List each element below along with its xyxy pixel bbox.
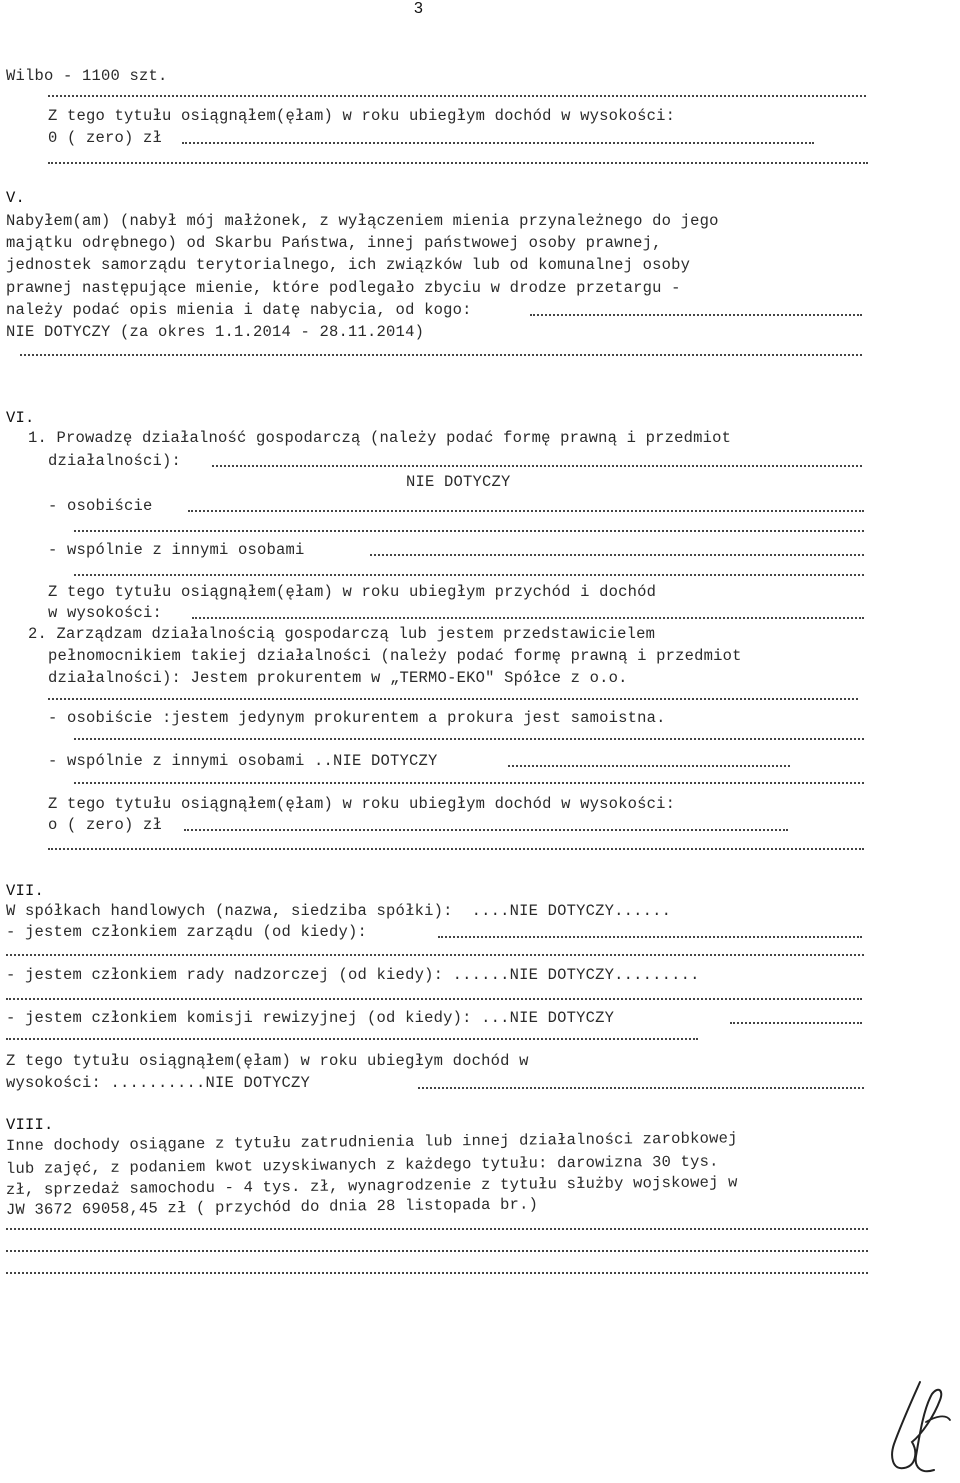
dotted-line	[6, 954, 864, 958]
section-v-line: NIE DOTYCZY (za okres 1.1.2014 - 28.11.2014)	[6, 323, 425, 341]
section-vii-heading: VII.	[6, 882, 45, 900]
dotted-line	[48, 162, 868, 166]
dotted-line	[6, 1038, 698, 1042]
wilbo-line: Wilbo - 1100 szt.	[6, 67, 168, 85]
section-vi-wspolnie2: - wspólnie z innymi osobami ..NIE DOTYCZY	[48, 752, 438, 770]
section-v-line: majątku odrębnego) od Skarbu Państwa, innej państwowej osoby prawnej,	[6, 234, 662, 252]
section-vii-line: W spółkach handlowych (nazwa, siedziba spółki): ....NIE DOTYCZY......	[6, 902, 672, 920]
section-viii-line: Inne dochody osiągane z tytułu zatrudnienia lub innej działalności zarobkowej	[5, 1129, 738, 1155]
dotted-line	[730, 1022, 862, 1026]
dotted-line	[48, 848, 864, 852]
section-vii-line: - jestem członkiem rady nadzorczej (od kiedy): ......NIE DOTYCZY.........	[6, 966, 700, 984]
dotted-line	[6, 998, 862, 1002]
page-number: 3	[414, 0, 424, 17]
dotted-line	[508, 765, 790, 769]
section-v-heading: V.	[6, 189, 26, 207]
section-viii-line: lub zajęć, z podaniem kwot uzyskiwanych z każdego tytułu: darowizna 30 tys.	[5, 1152, 719, 1178]
dotted-line	[212, 465, 862, 469]
dotted-line	[74, 738, 864, 742]
section-vi-item1: 1. Prowadzę działalność gospodarczą (należy podać formę prawną i przedmiot	[28, 429, 732, 447]
dotted-line	[530, 314, 862, 318]
dotted-line	[6, 1272, 868, 1276]
dotted-line	[48, 698, 858, 702]
section-vii-income: Z tego tytułu osiągnąłem(ęłam) w roku ubiegłym dochód w	[6, 1052, 529, 1070]
section-viii-line: zł, sprzedaż samochodu - 4 tys. zł, wynagrodzenie z tytułu służby wojskowej w	[5, 1173, 738, 1199]
section-viii-line: JW 3672 69058,45 zł ( przychód do dnia 28 listopada br.)	[5, 1195, 539, 1219]
section-vi-income1: Z tego tytułu osiągnąłem(ęłam) w roku ubiegłym przychód i dochód	[48, 583, 657, 601]
section-vi-item2: pełnomocnikiem takiej działalności (należy podać formę prawną i przedmiot	[48, 647, 742, 665]
intro-income-value: 0 ( zero) zł	[48, 129, 163, 147]
dotted-line	[74, 574, 864, 578]
section-vi-wspolnie: - wspólnie z innymi osobami	[48, 541, 305, 559]
section-vi-osobiscie: - osobiście	[48, 497, 153, 515]
section-viii-heading: VIII.	[6, 1116, 54, 1134]
section-vii-line: - jestem członkiem zarządu (od kiedy):	[6, 923, 368, 941]
dotted-line	[188, 510, 864, 514]
intro-income-line: Z tego tytułu osiągnąłem(ęłam) w roku ubiegłym dochód w wysokości:	[48, 107, 676, 125]
handwritten-initials-signature	[882, 1378, 952, 1478]
section-vi-income2-value: o ( zero) zł	[48, 816, 163, 834]
section-vi-item1: działalności):	[48, 452, 182, 470]
dotted-line	[184, 829, 788, 833]
dotted-line	[6, 1250, 868, 1254]
section-vii-income: wysokości: ..........NIE DOTYCZY	[6, 1074, 311, 1092]
dotted-line	[74, 782, 864, 786]
section-v-line: prawnej następujące mienie, które podlegało zbyciu w drodze przetargu -	[6, 279, 681, 297]
section-vi-item2: działalności): Jestem prokurentem w „TERMO-EKO" Spółce z o.o.	[48, 669, 628, 687]
section-vi-item1-value: NIE DOTYCZY	[406, 473, 511, 491]
dotted-line	[192, 617, 864, 621]
dotted-line	[20, 354, 862, 358]
dotted-line	[6, 1228, 868, 1232]
section-vi-income1: w wysokości:	[48, 604, 163, 622]
dotted-line	[48, 95, 866, 99]
dotted-line	[74, 530, 864, 534]
section-v-line: Nabyłem(am) (nabył mój małżonek, z wyłączeniem mienia przynależnego do jego	[6, 212, 719, 230]
dotted-line	[438, 936, 862, 940]
section-v-line: jednostek samorządu terytorialnego, ich związków lub od komunalnej osoby	[6, 256, 691, 274]
dotted-line	[182, 142, 814, 146]
section-vii-line: - jestem członkiem komisji rewizyjnej (od kiedy): ...NIE DOTYCZY	[6, 1009, 615, 1027]
section-v-line: należy podać opis mienia i datę nabycia, od kogo:	[6, 301, 472, 319]
section-vi-item2: 2. Zarządzam działalnością gospodarczą lub jestem przedstawicielem	[28, 625, 656, 643]
dotted-line	[370, 554, 864, 558]
section-vi-income2: Z tego tytułu osiągnąłem(ęłam) w roku ubiegłym dochód w wysokości:	[48, 795, 676, 813]
section-vi-heading: VI.	[6, 409, 35, 427]
dotted-line	[418, 1087, 864, 1091]
section-vi-osobiscie2: - osobiście :jestem jedynym prokurentem a prokura jest samoistna.	[48, 709, 666, 727]
